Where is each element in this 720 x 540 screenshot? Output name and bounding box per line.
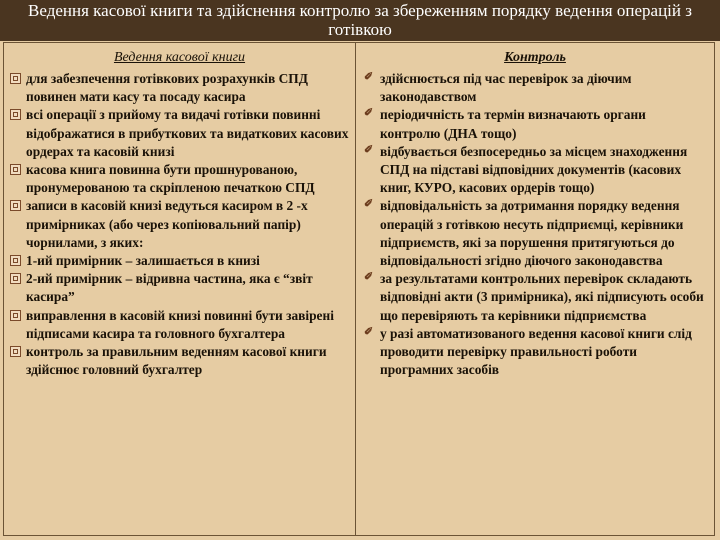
content-table — [3, 42, 715, 536]
square-bullet-icon — [10, 255, 21, 266]
square-bullet-icon — [10, 73, 21, 84]
list-item: касова книга повинна бути прошнурованою, пронумерованою та скріпленою печаткою СПД — [10, 161, 349, 197]
square-bullet-icon — [10, 310, 21, 321]
list-item: ✐ за результатами контрольних перевірок складають відповідні акти (3 примірника), які підписують особи що перевіряють та керівники підприємства — [364, 271, 704, 323]
square-bullet-icon — [10, 346, 21, 357]
list-item: ✐ здійснюється під час перевірок за діючим законодавством — [364, 71, 632, 105]
list-item: ✐ відбувається безпосередньо за місцем знаходження СПД на підставі відповідних документів (касових книг, КУРО, касових ордерів тощо) — [364, 143, 688, 196]
slide-title: Ведення касової книги та здійснення контролю за збереженням порядку ведення операцій з готівкою — [0, 0, 720, 41]
list-item: ✐ періодичність та термін визначають органи контролю (ДНА тощо) — [364, 107, 646, 141]
pencil-bullet-icon: ✐ — [364, 271, 374, 284]
list-item: ✐ відповідальність за дотримання порядку ведення операцій з готівкою несуть підприємці, керівники підприємств, які за порушення притягуються до відповідальності згідно діючого законодавства — [364, 198, 684, 269]
pencil-bullet-icon: ✐ — [364, 143, 374, 156]
right-list — [356, 70, 714, 379]
square-bullet-icon — [10, 273, 21, 284]
square-bullet-icon — [10, 164, 21, 175]
left-list — [4, 70, 355, 379]
pencil-bullet-icon: ✐ — [364, 198, 374, 211]
list-item: контроль за правильним веденням касової книги здійснює головний бухгалтер — [10, 343, 349, 379]
square-bullet-icon — [10, 200, 21, 211]
pencil-bullet-icon: ✐ — [364, 71, 374, 83]
left-column — [4, 43, 356, 535]
list-item: для забезпечення готівкових розрахунків СПД повинен мати касу та посаду касира — [10, 70, 349, 106]
square-bullet-icon — [10, 109, 21, 120]
pencil-bullet-icon: ✐ — [364, 325, 374, 338]
right-column — [356, 43, 714, 535]
pencil-bullet-icon: ✐ — [364, 107, 374, 120]
list-item: ✐ у разі автоматизованого ведення касової книги слід проводити перевірку правильності роботи програмних засобів — [364, 325, 692, 378]
list-item: всі операції з прийому та видачі готівки повинні відображатися в прибуткових та видаткових касових ордерах та касовій книзі — [10, 106, 349, 161]
list-item: записи в касовій книзі ведуться касиром в 2 -х примірниках (або через копіювальний папір) чорнилами, з яких: — [10, 197, 349, 252]
right-heading: Контроль — [504, 50, 566, 65]
list-item: виправлення в касовій книзі повинні бути завірені підписами касира та головного бухгалтера — [10, 307, 349, 343]
list-item: 1-ий примірник – залишається в книзі — [10, 252, 349, 270]
list-item: 2-ий примірник – відривна частина, яка є “звіт касира” — [10, 270, 349, 306]
left-heading: Ведення касової книги — [113, 50, 246, 65]
